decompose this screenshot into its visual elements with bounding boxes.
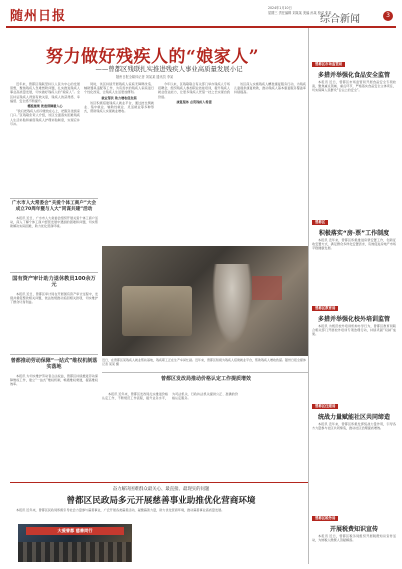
main-article-col3 <box>158 82 230 242</box>
main-article-col4 <box>234 82 306 242</box>
main-article-col1 <box>10 82 80 192</box>
newspaper-logo: 随州日报 <box>10 9 67 24</box>
section-subhead: 精准施策 兜底保障暖人心 <box>27 104 63 109</box>
paragraph: 同时，该区持续开展残疾人家庭无障碍改造、辅助器具适配等工作，为有需求的残疾人家庭进行个性化改造，让残疾人生活更加便利。 <box>84 82 154 95</box>
bottom-divider <box>10 482 308 483</box>
paragraph: 本报讯 近日，曾都区市场监管局开展食品安全专项检查，聚焦重点领域、重点环节，严格落实食品安全主体责任，切实保障人民群众“舌尖上的安全”。 <box>312 80 396 93</box>
right-body-3 <box>312 324 396 400</box>
right-headline-4: 统战力量赋能社区共同缔造 <box>317 414 390 421</box>
center-brief-headline: 曾都区发改局推动价格认定工作提质增效 <box>160 376 251 382</box>
divider <box>10 198 98 199</box>
bottom-headline: 曾都区民政局多元开展慈善事业助推优化营商环境 <box>66 496 256 506</box>
center-brief-body <box>102 392 308 430</box>
right-body-1 <box>312 80 396 214</box>
paragraph: 本报讯 近年来，曾都区积极发挥统战力量作用，引导各方力量参与社区共同缔造，推动社区治理提质增效。 <box>312 422 396 431</box>
paragraph: 本报讯 近日，广水市人大常委会组织开展关爱个体工商户活动，深入了解个体工商户经营发展中遇到的困难和问题，切实帮助解决实际困难，助力优化营商环境。 <box>10 216 98 229</box>
divider <box>10 272 98 273</box>
paragraph: 本报讯 近年来，曾都区发改局扎实推进价格认定工作，不断规范工作流程，提升业务水平，为司法机关、行政执法机关提供公正、准确的价格认定服务。 <box>102 392 238 401</box>
paragraph: 近年来，曾都区残联坚持以人民为中心的发展思想，聚焦残疾人急难愁盼问题，扎实推进残疾人事业高质量发展，切实做好残疾人的“娘家人”。全区持证残疾人得到有效关爱，残疾人的获得感、幸福感、安全感不断提升。 <box>10 82 80 103</box>
paragraph: 该区积极搭建残疾人就业平台，通过按比例就业、集中就业、辅助性就业、灵活就业等多种形式，帮助残疾人实现就业增收。 <box>84 100 154 114</box>
paragraph: 该区深入实施残疾人精准康复服务行动，为残疾儿童提供康复救助，推动残疾人基本康复服务覆盖率持续提高。 <box>234 82 306 95</box>
main-subhead: ——曾都区残联扎实推进残疾人事业高质量发展小记 <box>95 65 243 73</box>
brief-body-1 <box>10 216 98 268</box>
newspaper-page <box>6 4 396 566</box>
paragraph: “我们把残疾人的冷暖放在心上，把服务送到家门口。”区残联负责人介绍，该区全面落实困难残疾人生活补贴和重度残疾人护理补贴制度，实现应补尽补。 <box>10 109 80 126</box>
right-band-3: 曾都区教育局 <box>312 306 338 311</box>
paragraph: 本报讯 为规范校外培训机构办学行为，曾都区教育局联合相关部门开展校外培训专项治理行动，持续巩固“双减”成果。 <box>312 324 396 337</box>
charity-event-photo <box>18 524 132 562</box>
bottom-kicker: 奋力解决困难群众最关心、最直接、最现实的问题 <box>112 487 210 492</box>
section-title: 综合新闻 <box>320 14 360 25</box>
right-band-4: 曾都区住建局 <box>312 404 338 409</box>
paragraph: 今年以来，区残联联合有关部门举办残疾人专场招聘会，组织残疾人参加职业技能培训，提升残疾人就业创业能力，让更多残疾人凭借一技之长实现自我价值。 <box>158 82 230 99</box>
right-body-4 <box>312 422 396 514</box>
right-band-5: 曾都区税务局 <box>312 516 338 521</box>
brief-headline-1: 广水市人大常委会“关爱个体工商户”大会成立70周年暨与人大“同谋共建”活动 <box>11 201 97 212</box>
column-divider <box>308 28 309 564</box>
brief-body-2 <box>10 292 98 350</box>
main-headline: 努力做好残疾人的“娘家人” <box>46 47 260 67</box>
right-band-1: 曾都区市场监管局 <box>312 62 345 67</box>
photo-worker <box>212 264 252 344</box>
section-subhead: 康复服务 点亮残疾人希望 <box>176 99 212 104</box>
masthead <box>6 4 396 28</box>
photo-machine <box>122 286 192 336</box>
paragraph: 本报讯 近日，曾都区税务局组织开展税费知识宣传活动，为纳税人缴费人答疑解惑。 <box>312 534 396 543</box>
photo-crowd <box>18 542 132 562</box>
photo-caption: 近日，在曾都区某残疾人就业帮扶基地，残疾职工正在生产车间忙碌。近年来，曾都区积极为残疾人搭建就业平台，帮助残疾人增收致富。随州日报全媒体记者 某某 摄 <box>102 358 307 366</box>
editor-line: 星期三 责任编辑 刘某某 美编 孙某 校对 张某 <box>268 10 332 15</box>
bottom-intro <box>10 508 308 520</box>
right-headline-1: 多措并举强化食品安全监管 <box>317 72 390 79</box>
paragraph: 本报讯 近年来，曾都区积极推进房票安置工作，创新征收安置方式，满足群众多样化安置需求，有效促进房地产市场平稳健康发展。 <box>312 238 396 251</box>
paragraph: 本报讯 为切实维护劳动者合法权益，曾都区持续推进劳动保障维权工作，建立“一站式”维权机制，畅通维权渠道，提高维权效率。 <box>10 374 98 387</box>
brief-body-3 <box>10 374 98 430</box>
paragraph: 本报讯 近日，曾都区审计局在开展国有资产审计过程中，发现并督促整改相关问题，依法依规推动追回相关款项，切实维护了群众切身利益。 <box>10 292 98 305</box>
right-headline-2: 积极落实“房·票”工作制度 <box>318 230 390 237</box>
right-headline-5: 开展税费知识宣传 <box>329 526 378 533</box>
divider <box>102 372 308 373</box>
photo-red-equipment <box>252 276 282 300</box>
right-band-2: 曾都区 <box>312 220 328 225</box>
photo-banner: 大爱曾都 慈善同行 <box>26 527 124 535</box>
brief-headline-3: 曾都推动劳动保障“一站式”维权机制落实落地 <box>10 358 98 371</box>
right-body-2 <box>312 238 396 302</box>
main-byline: 随州日报全媒体记者 刘某某 通讯员 李某 <box>116 75 174 79</box>
factory-photo <box>102 246 308 356</box>
paragraph: 本报讯 近年来，曾都区民政局积极引导社会力量参与慈善事业，广泛开展各类慈善活动，凝聚慈善力量，助力优化营商环境，推动慈善事业高质量发展。 <box>16 508 225 512</box>
issue-date: 2024年1月10日 <box>268 6 292 10</box>
right-headline-3: 多措并举强化校外培训监管 <box>317 316 390 323</box>
right-body-5 <box>312 534 396 564</box>
brief-headline-2: 国有资产审计助力退休教员100余万元 <box>12 276 96 289</box>
page-number: 3 <box>383 11 393 21</box>
divider <box>10 354 98 355</box>
section-subhead: 就业帮扶 助力增收促发展 <box>101 95 137 100</box>
